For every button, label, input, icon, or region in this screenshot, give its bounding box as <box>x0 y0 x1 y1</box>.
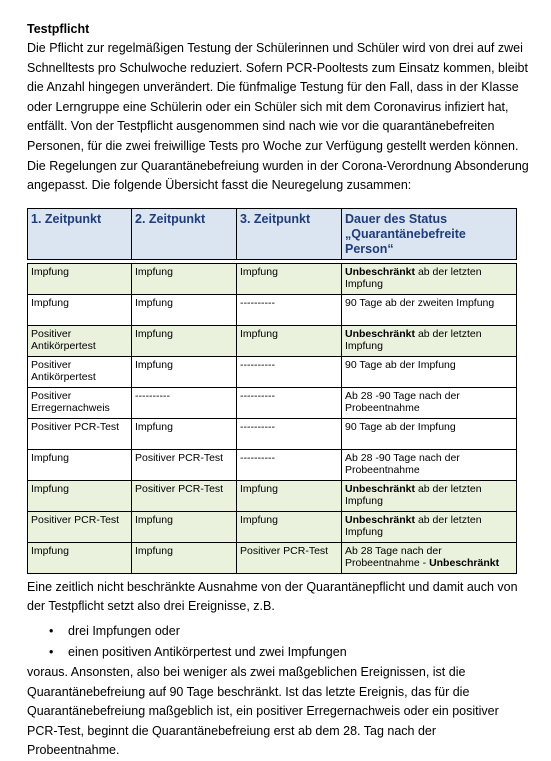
table-cell: Impfung <box>28 542 132 573</box>
table-cell: ---------- <box>237 449 342 480</box>
table-cell: Impfung <box>237 263 342 294</box>
section-heading: Testpflicht <box>27 22 90 36</box>
table-row <box>28 387 517 418</box>
document-body <box>27 20 530 761</box>
table-cell: Impfung <box>28 480 132 511</box>
status-duration-cell: Ab 28 -90 Tage nach der Probeentnahme <box>342 449 517 480</box>
table-cell: Impfung <box>237 325 342 356</box>
table-cell: ---------- <box>237 294 342 325</box>
table-cell: Positiver PCR-Test <box>237 542 342 573</box>
table-cell: Impfung <box>132 511 237 542</box>
status-duration-cell: 90 Tage ab der zweiten Impfung <box>342 294 517 325</box>
table-cell: Positiver Antikörpertest <box>28 356 132 387</box>
table-cell: ---------- <box>237 356 342 387</box>
header-cell-3: 3. Zeitpunkt <box>237 208 342 259</box>
table-cell: Impfung <box>237 511 342 542</box>
event-bullet-list <box>27 621 530 663</box>
table-row <box>28 294 517 325</box>
table-cell: Impfung <box>28 294 132 325</box>
table-cell: Positiver PCR-Test <box>132 480 237 511</box>
table-body <box>28 263 517 573</box>
table-row <box>28 480 517 511</box>
status-duration-cell: Ab 28 -90 Tage nach der Probeentnahme <box>342 387 517 418</box>
table-cell: ---------- <box>237 418 342 449</box>
table-cell: ---------- <box>237 387 342 418</box>
table-cell: Positiver PCR-Test <box>28 418 132 449</box>
after-table-paragraph: Eine zeitlich nicht beschränkte Ausnahme von der Quarantänepflicht und damit auch von der Testpflicht setzt also drei Ereignisse, z.B. <box>27 579 518 614</box>
header-cell-1: 1. Zeitpunkt <box>28 208 132 259</box>
table-cell: Impfung <box>28 449 132 480</box>
intro-paragraph: Die Pflicht zur regelmäßigen Testung der Schülerinnen und Schüler wird von drei auf zwei Schnelltests pro Schulwoche reduziert. Sofern PCR-Pooltests zum Einsatz kommen, bleibt die Anzahl hingegen unverändert. Die fünfmalige Testung für den Fall, dass in der Klasse oder Lerngruppe eine Schülerin oder ein Schüler sich mit dem Coronavirus infiziert hat, entfällt. Von der Testpflicht ausgenommen sind nach wie vor die quarantänebefreiten Personen, für die zwei freiwillige Tests pro Woche zur Verfügung gestellt werden können. <box>27 41 528 153</box>
table-row <box>28 511 517 542</box>
table-cell: Impfung <box>132 418 237 449</box>
quarantine-status-table <box>27 208 517 574</box>
table-cell: Impfung <box>132 542 237 573</box>
table-cell: ---------- <box>132 387 237 418</box>
status-duration-cell: Ab 28 Tage nach der Probeentnahme - Unbeschränkt <box>342 542 517 573</box>
table-cell: Impfung <box>132 356 237 387</box>
status-duration-cell: Unbeschränkt ab der letzten Impfung <box>342 480 517 511</box>
final-paragraph: voraus. Ansonsten, also bei weniger als zwei maßgeblichen Ereignissen, ist die Quarantänebefreiung auf 90 Tage beschränkt. Ist das letzte Ereignis, das für die Quarantänebefreiung maßgeblich ist, ein positiver Erregernachweis oder ein positiver PCR-Test, beginnt die Quarantänebefreiung erst ab dem 28. Tag nach der Probeentnahme. <box>27 664 499 758</box>
status-duration-cell: 90 Tage ab der Impfung <box>342 356 517 387</box>
table-cell: Positiver PCR-Test <box>28 511 132 542</box>
header-cell-2: 2. Zeitpunkt <box>132 208 237 259</box>
table-row <box>28 449 517 480</box>
overview-paragraph: Die Regelungen zur Quarantänebefreiung wurden in der Corona-Verordnung Absonderung angepasst. Die folgende Übersicht fasst die Neuregelung zusammen: <box>27 158 529 193</box>
status-duration-cell: Unbeschränkt ab der letzten Impfung <box>342 263 517 294</box>
status-duration-cell: Unbeschränkt ab der letzten Impfung <box>342 325 517 356</box>
table-cell: Positiver Erregernachweis <box>28 387 132 418</box>
list-item: • einen positiven Antikörpertest und zwei Impfungen <box>49 644 347 659</box>
header-cell-4: Dauer des Status „Quarantänebefreite Person“ <box>342 208 517 259</box>
table-header-row <box>28 208 517 259</box>
table-cell: Impfung <box>237 480 342 511</box>
list-item: • drei Impfungen oder <box>49 623 180 638</box>
status-duration-cell: 90 Tage ab der Impfung <box>342 418 517 449</box>
status-duration-cell: Unbeschränkt ab der letzten Impfung <box>342 511 517 542</box>
table-row <box>28 418 517 449</box>
table-cell: Impfung <box>28 263 132 294</box>
table-row <box>28 325 517 356</box>
table-cell: Positiver Antikörpertest <box>28 325 132 356</box>
table-cell: Impfung <box>132 325 237 356</box>
table-row <box>28 356 517 387</box>
table-row <box>28 542 517 573</box>
table-row <box>28 263 517 294</box>
table-cell: Impfung <box>132 263 237 294</box>
table-cell: Positiver PCR-Test <box>132 449 237 480</box>
table-cell: Impfung <box>132 294 237 325</box>
